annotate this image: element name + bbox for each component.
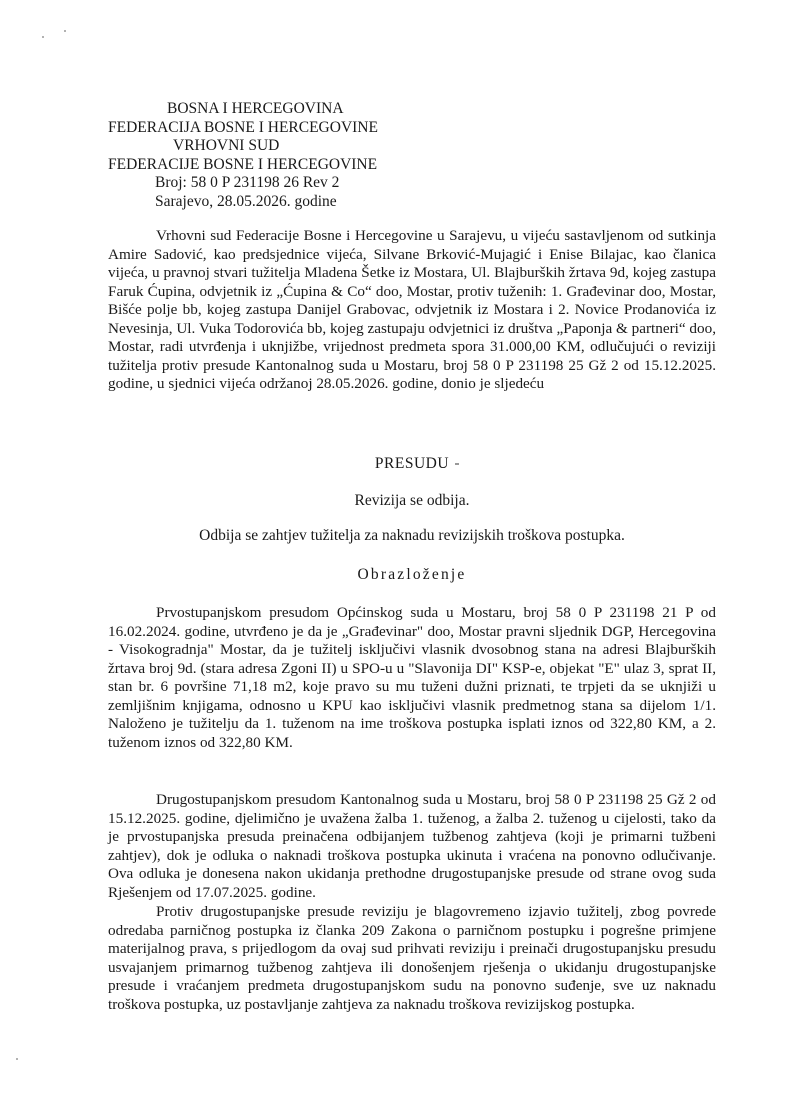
reasoning-paragraph: Prvostupanjskom presudom Općinskog suda u Mostaru, broj 58 0 P 231198 21 P od 16.02.2024. godine, utvrđeno je da je „Građevinar" doo, Mostar pravni sljednik DGP, Hercegovina - Visokogradnja" Mostar, da je tužitelj isključivi vlasnik dvosobnog stana na adresi Blajburških žrtava broj 9d. (stara adresa Zgoni II) u SPO-u u "Slavonija DI" KSP-e, objekat "E" ulaz 3, sprat II, stan br. 6 površine 71,18 m2, koje pravo su mu tuženi dužni priznati, te trpjeti da se uknjiži u zemljišnim knjigama, odnosno u KPU kao isključivi vlasnik predmetnog stana sa dijelom 1/1. Naloženo je tužitelju da 1. tuženom na ime troškova postupka isplati iznos od 322,80 KM, a 2. tuženom iznos od 322,80 KM.: [108, 604, 716, 751]
header-federation: FEDERACIJA BOSNE I HERCEGOVINE: [108, 118, 378, 136]
intro-paragraph: Vrhovni sud Federacije Bosne i Hercegovine u Sarajevu, u vijeću sastavljenom od sutkinja Amire Sadović, kao predsjednice vijeća, Silvane Brković-Mujagić i Enise Bilajac, kao članica vijeća, u pravnoj stvari tužitelja Mladena Šetke iz Mostara, Ul. Blajburških žrtava 9d, kojeg zastupa Faruk Ćupina, odvjetnik iz „Ćupina & Co“ doo, Mostar, protiv tuženih: 1. Građevinar doo, Mostar, Bišće polje bb, kojeg zastupa Danijel Grabovac, odvjetnik iz Mostara i 2. Novice Prodanovića iz Nevesinja, Ul. Vuka Todorovića bb, kojeg zastupaju odvjetnici iz društva „Paponja & partneri“ doo, Mostar, radi utvrđenja i uknjižbe, vrijednost predmeta spora 31.000,00 KM, odlučujući o reviziji tužitelja protiv presude Kantonalnog suda u Mostaru, broj 58 0 P 231198 25 Gž 2 od 15.12.2025. godine, u sjednici vijeća održanoj 28.05.2026. godine, donio je sljedeću: [108, 227, 716, 392]
verdict-item-2: Odbija se zahtjev tužitelja za naknadu revizijskih troškova postupka.: [199, 527, 625, 544]
reasoning-title: Obrazloženje: [357, 566, 467, 583]
case-number: Broj: 58 0 P 231198 26 Rev 2: [155, 174, 340, 192]
stray-mark: [455, 463, 459, 465]
reasoning-paragraph: Drugostupanjskom presudom Kantonalnog suda u Mostaru, broj 58 0 P 231198 25 Gž 2 od 15.12.2025. godine, djelimično je uvažena žalba 1. tuženog, a žalba 2. tuženog u cijelosti, tako da je prvostupanjska presuda preinačena odbijanjem tužbenog zahtjeva (koji je primarni tužbeni zahtjev), dok je odluka o naknadi troškova postupka ukinuta i vraćena na ponovno odlučivanje. Ova odluka je donesena nakon ukidanja prethodne drugostupanjske presude od strane ovog suda Rješenjem od 17.07.2025. godine.: [108, 791, 716, 901]
header-court: VRHOVNI SUD: [173, 137, 280, 155]
verdict-title: PRESUDU: [374, 455, 450, 472]
reasoning-paragraph: Protiv drugostupanjske presude reviziju je blagovremeno izjavio tužitelj, zbog povrede odredaba parničnog postupka iz članka 209 Zakona o parničnom postupku i pogrešne primjene materijalnog prava, s prijedlogom da ovaj sud prihvati reviziju i preinači drugostupanjsku presudu usvajanjem primarnog tužbenog zahtjeva ili donošenjem rješenja o ukidanju drugostupanjske presude i vraćanjem predmeta drugostupanjskom sudu na ponovno suđenje, sve uz naknadu troškova postupka, uz postavljanje zahtjeva za naknadu troškova revizijskog postupka.: [108, 903, 716, 1013]
header-country: BOSNA I HERCEGOVINA: [167, 100, 344, 117]
place-date: Sarajevo, 28.05.2026. godine: [155, 192, 337, 210]
verdict-item-1: Revizija se odbija.: [354, 492, 470, 509]
header-federation-genitive: FEDERACIJE BOSNE I HERCEGOVINE: [108, 155, 378, 173]
court-header: [108, 100, 378, 212]
